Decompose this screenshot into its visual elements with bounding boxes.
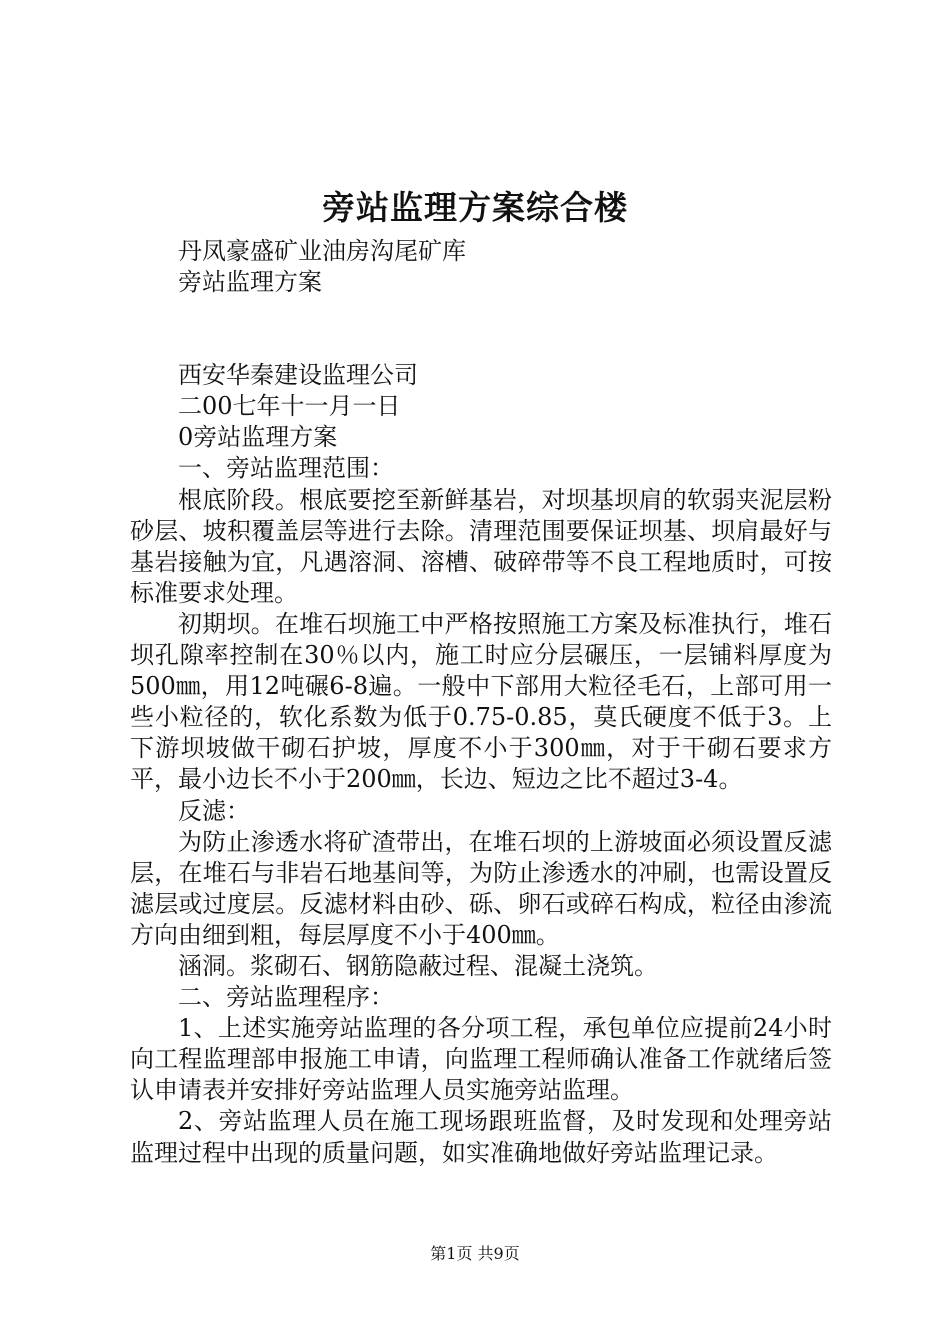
document-body bbox=[130, 236, 832, 1169]
paragraph-initial-dam: 初期坝。在堆石坝施工中严格按照施工方案及标准执行，堆石坝孔隙率控制在30％以内，施工时应分层碾压，一层铺料厚度为500㎜，用12吨碾6-8遍。一般中下部用大粒径毛石，上部可用一些小粒径的，软化系数为低于0.75-0.85，莫氏硬度不低于3。上下游坝坡做干砌石护坡，厚度不小于300㎜，对于干砌石要求方平，最小边长不小于200㎜，长边、短边之比不超过3-4。 bbox=[130, 609, 832, 794]
section2-heading: 二、旁站监理程序： bbox=[178, 983, 394, 1012]
filter-heading: 反滤： bbox=[178, 796, 250, 825]
cover-doc-name: 旁站监理方案 bbox=[178, 268, 322, 297]
paragraph-filter: 为防止渗透水将矿渣带出，在堆石坝的上游坡面必须设置反滤层，在堆石与非岩石地基间等，为防止渗透水的冲刷，也需设置反滤层或过度层。反滤材料由砂、砾、卵石或碎石构成，粒径由渗流方向由细到粗，每层厚度不小于400㎜。 bbox=[130, 827, 832, 949]
cover-spacer bbox=[130, 298, 832, 360]
page-footer: 第1页 共9页 bbox=[430, 1244, 520, 1263]
paragraph-step2: 2、旁站监理人员在施工现场跟班监督，及时发现和处理旁站监理过程中出现的质量问题，如实准确地做好旁站监理记录。 bbox=[130, 1107, 832, 1167]
paragraph-culvert: 涵洞。浆砌石、钢筋隐蔽过程、混凝土浇筑。 bbox=[178, 951, 658, 980]
cover-company: 西安华秦建设监理公司 bbox=[178, 361, 418, 390]
paragraph-step1: 1、上述实施旁站监理的各分项工程，承包单位应提前24小时向工程监理部申报施工申请，向监理工程师确认准备工作就绪后签认申请表并安排好旁站监理人员实施旁站监理。 bbox=[130, 1014, 832, 1105]
document-title: 旁站监理方案综合楼 bbox=[322, 188, 628, 227]
toc-line: 0旁站监理方案 bbox=[178, 423, 338, 452]
section1-heading: 一、旁站监理范围： bbox=[178, 454, 394, 483]
paragraph-foundation: 根底阶段。根底要挖至新鲜基岩，对坝基坝肩的软弱夹泥层粉砂层、坡积覆盖层等进行去除。清理范围要保证坝基、坝肩最好与基岩接触为宜，凡遇溶洞、溶槽、破碎带等不良工程地质时，可按标准要求处理。 bbox=[130, 485, 832, 607]
cover-project: 丹凤豪盛矿业油房沟尾矿库 bbox=[178, 237, 466, 265]
cover-date: 二00七年十一月一日 bbox=[178, 392, 401, 421]
